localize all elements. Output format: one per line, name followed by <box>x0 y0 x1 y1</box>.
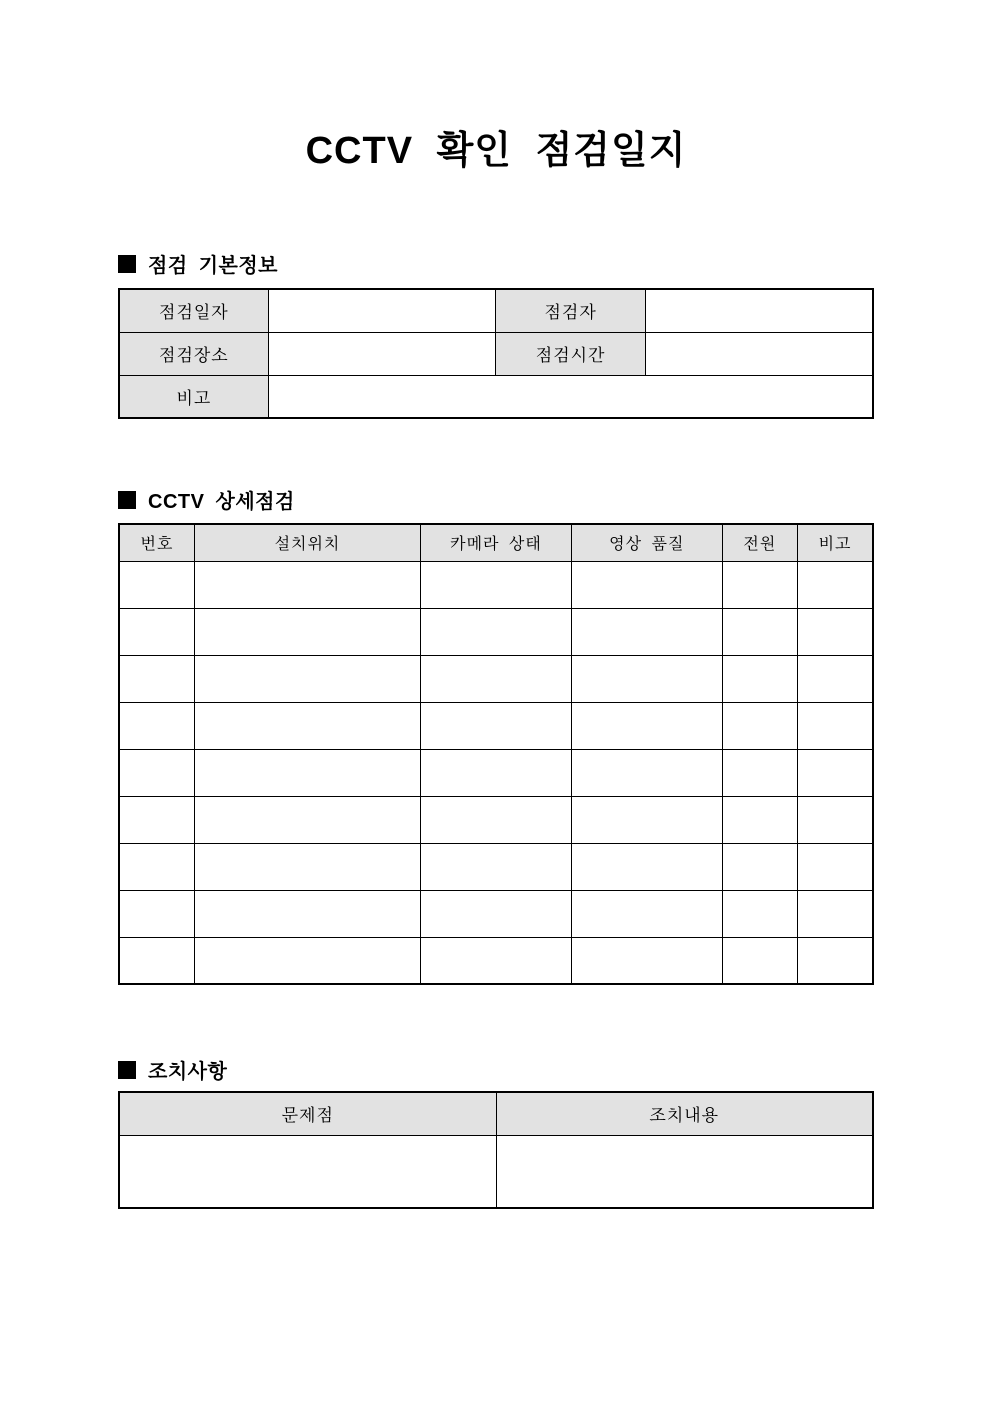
video-quality-field[interactable] <box>571 890 722 937</box>
number-field[interactable] <box>119 702 194 749</box>
install-location-field[interactable] <box>194 608 420 655</box>
section-heading-actions <box>118 1055 227 1084</box>
number-field[interactable] <box>119 749 194 796</box>
inspection-place-field[interactable] <box>268 332 496 375</box>
remarks-field[interactable] <box>798 796 873 843</box>
power-field[interactable] <box>722 937 797 984</box>
number-field[interactable] <box>119 561 194 608</box>
table-row <box>119 655 873 702</box>
remarks-field[interactable] <box>798 655 873 702</box>
col-header-number: 번호 <box>119 524 194 561</box>
table-row <box>119 843 873 890</box>
col-header-action-detail: 조치내용 <box>496 1092 873 1135</box>
video-quality-field[interactable] <box>571 702 722 749</box>
camera-status-field[interactable] <box>421 702 572 749</box>
section-heading-cctv-detail <box>118 485 295 514</box>
table-header-row <box>119 1092 873 1135</box>
section-heading-actions-label: 조치사항 <box>148 1061 228 1083</box>
inspection-time-label: 점검시간 <box>496 332 645 375</box>
camera-status-field[interactable] <box>421 608 572 655</box>
black-square-icon <box>118 255 136 273</box>
camera-status-field[interactable] <box>421 937 572 984</box>
camera-status-field[interactable] <box>421 561 572 608</box>
section-heading-basic-info-label: 점검 기본정보 <box>148 255 278 277</box>
table-row <box>119 702 873 749</box>
power-field[interactable] <box>722 561 797 608</box>
install-location-field[interactable] <box>194 890 420 937</box>
problem-field[interactable] <box>119 1135 496 1208</box>
table-row <box>119 890 873 937</box>
camera-status-field[interactable] <box>421 890 572 937</box>
power-field[interactable] <box>722 843 797 890</box>
install-location-field[interactable] <box>194 655 420 702</box>
video-quality-field[interactable] <box>571 796 722 843</box>
black-square-icon <box>118 491 136 509</box>
video-quality-field[interactable] <box>571 843 722 890</box>
inspection-date-field[interactable] <box>268 289 496 332</box>
col-header-problem: 문제점 <box>119 1092 496 1135</box>
power-field[interactable] <box>722 749 797 796</box>
install-location-field[interactable] <box>194 937 420 984</box>
power-field[interactable] <box>722 890 797 937</box>
col-header-remarks: 비고 <box>798 524 873 561</box>
video-quality-field[interactable] <box>571 608 722 655</box>
remarks-field[interactable] <box>798 702 873 749</box>
table-row <box>119 375 873 418</box>
table-row <box>119 1135 873 1208</box>
install-location-field[interactable] <box>194 796 420 843</box>
table-header-row <box>119 524 873 561</box>
video-quality-field[interactable] <box>571 655 722 702</box>
inspector-field[interactable] <box>645 289 873 332</box>
remarks-field[interactable] <box>798 843 873 890</box>
col-header-install-location: 설치위치 <box>194 524 420 561</box>
col-header-camera-status: 카메라 상태 <box>421 524 572 561</box>
install-location-field[interactable] <box>194 561 420 608</box>
install-location-field[interactable] <box>194 749 420 796</box>
video-quality-field[interactable] <box>571 749 722 796</box>
cctv-detail-table <box>118 523 874 985</box>
remarks-field[interactable] <box>798 561 873 608</box>
install-location-field[interactable] <box>194 702 420 749</box>
install-location-field[interactable] <box>194 843 420 890</box>
camera-status-field[interactable] <box>421 796 572 843</box>
video-quality-field[interactable] <box>571 561 722 608</box>
remarks-field[interactable] <box>798 749 873 796</box>
inspector-label: 점검자 <box>496 289 645 332</box>
table-row <box>119 332 873 375</box>
inspection-date-label: 점검일자 <box>119 289 268 332</box>
number-field[interactable] <box>119 655 194 702</box>
camera-status-field[interactable] <box>421 655 572 702</box>
action-detail-field[interactable] <box>496 1135 873 1208</box>
col-header-power: 전원 <box>722 524 797 561</box>
number-field[interactable] <box>119 608 194 655</box>
table-row <box>119 749 873 796</box>
table-row <box>119 608 873 655</box>
action-items-table <box>118 1091 874 1209</box>
section-heading-cctv-detail-label: CCTV 상세점검 <box>148 491 295 513</box>
power-field[interactable] <box>722 608 797 655</box>
basic-info-table <box>118 288 874 419</box>
power-field[interactable] <box>722 655 797 702</box>
number-field[interactable] <box>119 843 194 890</box>
power-field[interactable] <box>722 796 797 843</box>
video-quality-field[interactable] <box>571 937 722 984</box>
table-row <box>119 561 873 608</box>
camera-status-field[interactable] <box>421 843 572 890</box>
col-header-video-quality: 영상 품질 <box>571 524 722 561</box>
power-field[interactable] <box>722 702 797 749</box>
section-heading-basic-info <box>118 249 278 278</box>
table-row <box>119 289 873 332</box>
camera-status-field[interactable] <box>421 749 572 796</box>
remarks-field[interactable] <box>798 890 873 937</box>
table-row <box>119 796 873 843</box>
number-field[interactable] <box>119 890 194 937</box>
table-row <box>119 937 873 984</box>
remarks-field[interactable] <box>798 608 873 655</box>
remarks-field[interactable] <box>798 937 873 984</box>
remarks-field[interactable] <box>268 375 873 418</box>
black-square-icon <box>118 1061 136 1079</box>
inspection-place-label: 점검장소 <box>119 332 268 375</box>
cctv-detail-table-body <box>119 561 873 984</box>
number-field[interactable] <box>119 937 194 984</box>
number-field[interactable] <box>119 796 194 843</box>
document-title: CCTV 확인 점검일지 <box>305 130 687 172</box>
remarks-label: 비고 <box>119 375 268 418</box>
inspection-time-field[interactable] <box>645 332 873 375</box>
